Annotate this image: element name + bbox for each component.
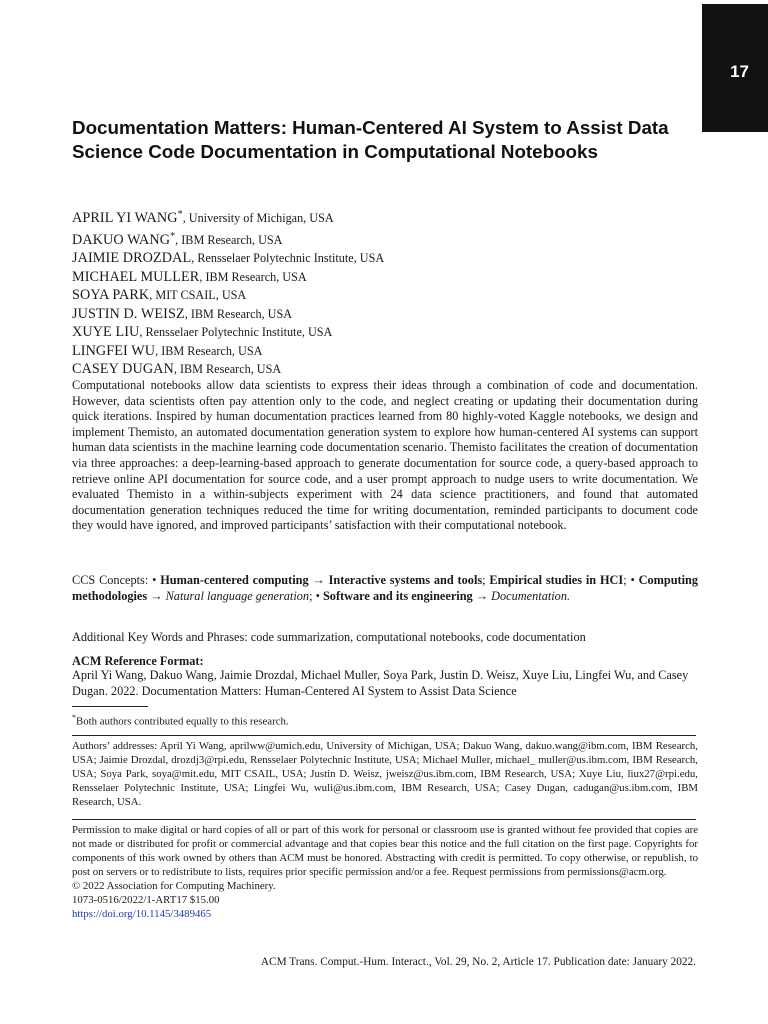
ccs-concept: Computing methodologies: [72, 573, 699, 603]
author-list: [72, 206, 698, 379]
ccs-label: CCS Concepts:: [72, 573, 153, 587]
keywords: Additional Key Words and Phrases: code summarization, computational notebooks, code documentation: [72, 630, 586, 644]
author-affiliation: , IBM Research, USA: [199, 269, 307, 284]
author-line: [72, 305, 698, 324]
page-number: 17: [730, 62, 749, 81]
ccs-bullet: •: [315, 588, 323, 603]
ccs-arrow: →: [308, 573, 329, 587]
author-affiliation: , IBM Research, USA: [175, 232, 283, 247]
author-name: DAKUO WANG: [72, 231, 171, 248]
reference-text: April Yi Wang, Dakuo Wang, Jaimie Drozdal, Michael Muller, Soya Park, Justin D. Weisz, Xuye Liu, Lingfei Wu, and Casey Dugan. 2022. Documentation Matters: Human-Centered AI System to Assist Data Science: [72, 668, 689, 698]
ccs-arrow: →: [472, 588, 492, 603]
ccs-separator: ;: [309, 588, 316, 603]
ccs-separator: ;: [623, 573, 631, 587]
author-line: [72, 268, 698, 287]
author-line: [72, 360, 698, 379]
ccs-separator: ;: [482, 573, 490, 587]
ccs-concept: Natural language generation: [165, 588, 310, 603]
author-line: [72, 249, 698, 268]
equal-contribution-mark: *: [170, 230, 176, 242]
reference-heading: ACM Reference Format:: [72, 654, 204, 668]
ccs-arrow: →: [147, 588, 166, 603]
footnote-divider: [72, 706, 148, 707]
paper-title: Documentation Matters: Human-Centered AI System to Assist Data Science Code Documentation in Computational Notebooks: [72, 117, 669, 162]
ccs-bullet: •: [630, 573, 639, 587]
page-number-tab: [702, 4, 768, 132]
addresses-divider: [72, 735, 696, 736]
footnote-mark: *: [72, 713, 76, 722]
author-affiliation: , IBM Research, USA: [173, 362, 282, 377]
author-name: XUYE LIU: [72, 324, 140, 341]
author-name: LINGFEI WU: [72, 342, 156, 359]
author-affiliation: , University of Michigan, USA: [182, 211, 334, 226]
permission-divider: [72, 819, 696, 820]
journal-footer: ACM Trans. Comput.-Hum. Interact., Vol. 29, No. 2, Article 17. Publication date: January 2022.: [260, 956, 696, 968]
ccs-bullet: •: [152, 573, 161, 587]
author-affiliation: , IBM Research, USA: [155, 343, 263, 358]
author-affiliation: , IBM Research, USA: [184, 306, 293, 321]
permission-block: [72, 823, 698, 921]
author-affiliation: , Rensselaer Polytechnic Institute, USA: [191, 251, 385, 266]
ccs-concept: Software and its engineering: [322, 588, 473, 603]
author-affiliation: , MIT CSAIL, USA: [149, 288, 247, 303]
abstract: Computational notebooks allow data scientists to express their ideas through a combination of code and documentation. However, data scientists often pay attention only to the code, and neglect creating or updating their documentation during quick iterations. Inspired by human documentation practices learned from 80 highly-voted Kaggle notebooks, we design and implement Themisto, an automated documentation generation system to explore how human-centered AI systems can support human data scientists in the machine learning code documentation scenario. Themisto facilitates the creation of documentation via three approaches: a deep-learning-based approach to generate documentation for source code, a query-based approach to retrieve online API documentation for source code, and a user prompt approach to nudge users to write documentation. We evaluated Themisto in a within-subjects experiment with 24 data science practitioners, and found that automated documentation generation techniques reduced the time for writing documentation, reminded participants to document code they would have ignored, and improved participants’ satisfaction with their computational notebook.: [72, 378, 698, 533]
ccs-concept: Empirical studies in HCI: [489, 573, 624, 587]
ccs-concept: Interactive systems and tools: [328, 573, 483, 587]
author-affiliation: , Rensselaer Polytechnic Institute, USA: [139, 325, 333, 340]
author-name: SOYA PARK: [72, 287, 150, 304]
issn-line: 1073-0516/2022/1-ART17 $15.00: [72, 894, 220, 906]
author-line: [72, 228, 698, 250]
author-line: [72, 342, 698, 361]
ccs-concepts: [72, 573, 698, 604]
author-name: MICHAEL MULLER: [72, 268, 200, 285]
permission-notice: Permission to make digital or hard copies of all or part of this work for personal or classroom use is granted without fee provided that copies are not made or distributed for profit or commercial advantage and that copies bear this notice and the full citation on the first page. Copyrights for components of this work owned by others than ACM must be honored. Abstracting with credit is permitted. To copy otherwise, or republish, to post on servers or to redistribute to lists, requires prior specific permission and/or a fee. Request permissions from permissions@acm.org.: [72, 824, 698, 878]
footnote-text: Both authors contributed equally to this research.: [76, 715, 289, 728]
ccs-concept: Documentation: [491, 588, 567, 603]
copyright-line: © 2022 Association for Computing Machinery.: [72, 880, 276, 892]
author-name: APRIL YI WANG: [72, 210, 178, 227]
author-addresses: Authors’ addresses: April Yi Wang, aprilww@umich.edu, University of Michigan, USA; Dakuo Wang, dakuo.wang@ibm.com, IBM Research, USA; Jaimie Drozdal, drozdj3@rpi.edu, Rensselaer Polytechnic Institute, USA; Michael Muller, michael_ muller@us.ibm.com, IBM Research, USA; Soya Park, soya@mit.edu, MIT CSAIL, USA; Justin D. Weisz, jweisz@us.ibm.com, IBM Research, USA; Xuye Liu, liux27@rpi.edu, Rensselaer Polytechnic Institute, USA; Lingfei Wu, wuli@us.ibm.com, IBM Research, USA; Casey Dugan, cadugan@us.ibm.com, IBM Research, USA.: [72, 740, 698, 808]
author-name: CASEY DUGAN: [72, 361, 174, 378]
author-line: [72, 323, 698, 342]
ccs-concept: Human-centered computing: [160, 573, 309, 587]
author-name: JUSTIN D. WEISZ: [72, 305, 185, 322]
equal-contribution-mark: *: [177, 209, 183, 220]
author-name: JAIMIE DROZDAL: [72, 250, 192, 267]
author-line: [72, 286, 698, 305]
equal-contribution-footnote: [72, 711, 698, 729]
doi-link[interactable]: https://doi.org/10.1145/3489465: [72, 908, 212, 920]
author-line: [72, 206, 698, 228]
ccs-end: .: [566, 588, 571, 603]
